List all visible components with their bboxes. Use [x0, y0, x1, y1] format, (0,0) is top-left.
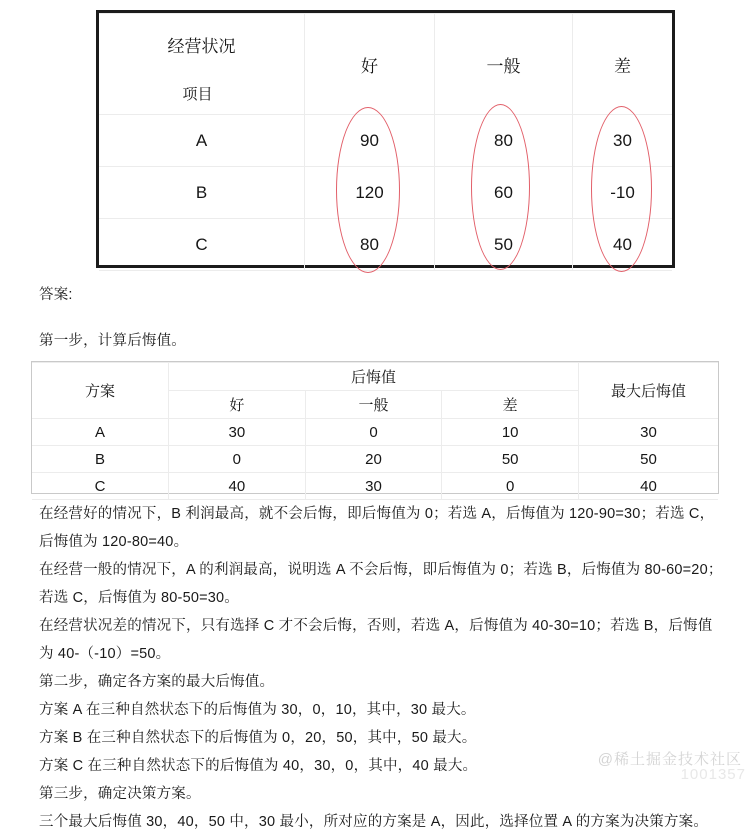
cell-a-bad: 30	[573, 115, 673, 167]
table-row	[32, 473, 718, 500]
step1-heading: 第一步，计算后悔值。	[39, 333, 186, 349]
paragraph-good-state-line1: 在经营好的情况下，B 利润最高，就不会后悔，即后悔值为 0；若选 A，后悔值为 120-90=30；若选 C，	[39, 506, 715, 522]
cell-b-bad: -10	[573, 167, 673, 219]
table-row	[32, 446, 718, 473]
table-header-row	[99, 14, 672, 115]
regret-row-b: B	[32, 446, 169, 473]
regret-a-bad: 10	[442, 419, 579, 446]
column-header-bad: 差	[573, 14, 673, 115]
regret-subheader-good: 好	[169, 391, 306, 419]
cell-b-good: 120	[305, 167, 435, 219]
regret-a-average: 0	[305, 419, 442, 446]
paragraph-average-state-line2: 若选 C，后悔值为 80-50=30。	[39, 590, 240, 606]
regret-header-row-1	[32, 363, 718, 391]
column-header-average: 一般	[435, 14, 573, 115]
payoff-matrix-table	[96, 10, 675, 268]
regret-a-max: 30	[579, 419, 719, 446]
regret-a-good: 30	[169, 419, 306, 446]
regret-subheader-average: 一般	[305, 391, 442, 419]
column-header-good: 好	[305, 14, 435, 115]
step3-heading: 第三步，确定决策方案。	[39, 786, 201, 802]
regret-c-bad: 0	[442, 473, 579, 500]
table-row	[32, 419, 718, 446]
cell-a-good: 90	[305, 115, 435, 167]
paragraph-scheme-a-regret: 方案 A 在三种自然状态下的后悔值为 30，0，10，其中，30 最大。	[39, 702, 476, 718]
regret-b-max: 50	[579, 446, 719, 473]
regret-matrix-table	[31, 361, 719, 494]
regret-c-max: 40	[579, 473, 719, 500]
cell-c-bad: 40	[573, 219, 673, 271]
watermark-secondary-text: 1001357	[680, 766, 746, 783]
regret-header-group: 后悔值	[169, 363, 579, 391]
corner-bottom-label: 项目	[182, 86, 213, 103]
regret-subheader-bad: 差	[442, 391, 579, 419]
paragraph-average-state-line1: 在经营一般的情况下，A 的利润最高，说明选 A 不会后悔，即后悔值为 0；若选 B，后悔值为 80-60=20；	[39, 562, 723, 578]
regret-header-max: 最大后悔值	[579, 363, 719, 419]
row-header-c: C	[99, 219, 305, 271]
paragraph-good-state-line2: 后悔值为 120-80=40。	[39, 534, 189, 550]
paragraph-conclusion: 三个最大后悔值 30，40，50 中，30 最小，所对应的方案是 A，因此，选择位置 A 的方案为决策方案。	[39, 814, 709, 830]
paragraph-bad-state-line1: 在经营状况差的情况下，只有选择 C 才不会后悔，否则，若选 A，后悔值为 40-30=10；若选 B，后悔值	[39, 618, 713, 634]
regret-grid	[32, 362, 718, 500]
regret-c-average: 30	[305, 473, 442, 500]
watermark-text: @稀土掘金技术社区	[597, 751, 742, 768]
paragraph-scheme-c-regret: 方案 C 在三种自然状态下的后悔值为 40，30，0，其中，40 最大。	[39, 758, 478, 774]
table-row	[99, 167, 672, 219]
payoff-grid	[99, 13, 672, 271]
corner-top-label: 经营状况	[167, 37, 236, 56]
cell-a-average: 80	[435, 115, 573, 167]
cell-c-good: 80	[305, 219, 435, 271]
table-row	[99, 219, 672, 271]
regret-c-good: 40	[169, 473, 306, 500]
step2-heading: 第二步，确定各方案的最大后悔值。	[39, 674, 275, 690]
corner-header-cell	[99, 14, 305, 115]
regret-b-average: 20	[305, 446, 442, 473]
regret-row-a: A	[32, 419, 169, 446]
answer-heading: 答案:	[39, 287, 73, 303]
cell-b-average: 60	[435, 167, 573, 219]
regret-header-scheme: 方案	[32, 363, 169, 419]
row-header-a: A	[99, 115, 305, 167]
paragraph-bad-state-line2: 为 40-（-10）=50。	[39, 646, 171, 662]
cell-c-average: 50	[435, 219, 573, 271]
table-row	[99, 115, 672, 167]
regret-b-good: 0	[169, 446, 306, 473]
paragraph-scheme-b-regret: 方案 B 在三种自然状态下的后悔值为 0，20，50，其中，50 最大。	[39, 730, 477, 746]
regret-row-c: C	[32, 473, 169, 500]
row-header-b: B	[99, 167, 305, 219]
regret-b-bad: 50	[442, 446, 579, 473]
